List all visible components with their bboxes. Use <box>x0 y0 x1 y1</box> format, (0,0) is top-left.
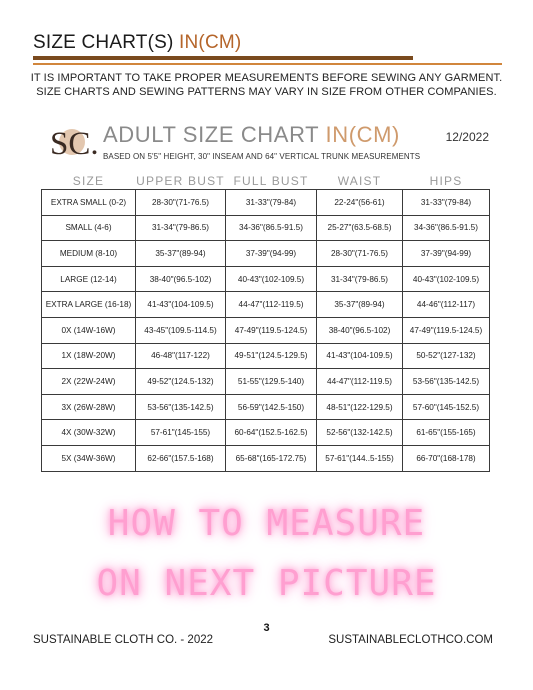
cell-hips: 66-70"(168-178) <box>403 445 490 471</box>
column-header-full-bust: FULL BUST <box>233 173 309 188</box>
cell-upper-bust: 49-52"(124.5-132) <box>136 369 226 395</box>
cell-waist: 48-51"(122-129.5) <box>317 394 403 420</box>
cell-upper-bust: 46-48"(117-122) <box>136 343 226 369</box>
table-header-row <box>42 172 490 190</box>
cell-hips: 53-56"(135-142.5) <box>403 369 490 395</box>
cell-full-bust: 65-68"(165-172.75) <box>226 445 317 471</box>
cell-upper-bust: 57-61"(145-155) <box>136 420 226 446</box>
logo-text: SC. <box>50 126 98 162</box>
chart-date: 12/2022 <box>445 130 489 144</box>
chart-title-accent: IN(CM) <box>325 122 400 147</box>
cell-full-bust: 49-51"(124.5-129.5) <box>226 343 317 369</box>
cell-waist: 22-24"(56-61) <box>317 190 403 216</box>
cell-size: MEDIUM (8-10) <box>42 241 136 267</box>
cell-hips: 61-65"(155-165) <box>403 420 490 446</box>
table-row <box>42 266 490 292</box>
cell-hips: 31-33"(79-84) <box>403 190 490 216</box>
size-chart-body <box>42 190 490 472</box>
cell-waist: 28-30"(71-76.5) <box>317 241 403 267</box>
cell-upper-bust: 38-40"(96.5-102) <box>136 266 226 292</box>
chart-subtitle: BASED ON 5'5" HEIGHT, 30" INSEAM AND 64" VERTICAL TRUNK MEASUREMENTS <box>103 152 421 161</box>
cell-upper-bust: 28-30"(71-76.5) <box>136 190 226 216</box>
cell-hips: 50-52"(127-132) <box>403 343 490 369</box>
chart-title-main: ADULT SIZE CHART <box>103 122 326 147</box>
size-chart-table <box>41 172 490 472</box>
cell-size: SMALL (4-6) <box>42 215 136 241</box>
cell-size: LARGE (12-14) <box>42 266 136 292</box>
footer-website: SUSTAINABLECLOTHCO.COM <box>328 634 493 646</box>
cell-waist: 38-40"(96.5-102) <box>317 317 403 343</box>
column-header-upper-bust: UPPER BUST <box>136 173 225 188</box>
cell-size: 0X (14W-16W) <box>42 317 136 343</box>
intro-line-2: SIZE CHARTS AND SEWING PATTERNS MAY VARY IN SIZE FROM OTHER COMPANIES. <box>36 86 497 98</box>
page-title-accent: IN(CM) <box>179 32 242 53</box>
cell-size: 3X (26W-28W) <box>42 394 136 420</box>
cell-full-bust: 40-43"(102-109.5) <box>226 266 317 292</box>
size-chart-table-wrapper <box>41 172 489 472</box>
cell-full-bust: 31-33"(79-84) <box>226 190 317 216</box>
cell-size: 4X (30W-32W) <box>42 420 136 446</box>
cell-waist: 35-37"(89-94) <box>317 292 403 318</box>
cell-full-bust: 60-64"(152.5-162.5) <box>226 420 317 446</box>
table-row <box>42 394 490 420</box>
cell-waist: 44-47"(112-119.5) <box>317 369 403 395</box>
column-header-size: SIZE <box>72 173 105 188</box>
sc-logo-icon <box>48 123 98 163</box>
table-row <box>42 369 490 395</box>
cell-size: 5X (34W-36W) <box>42 445 136 471</box>
cell-upper-bust: 43-45"(109.5-114.5) <box>136 317 226 343</box>
cell-upper-bust: 62-66"(157.5-168) <box>136 445 226 471</box>
cell-upper-bust: 53-56"(135-142.5) <box>136 394 226 420</box>
table-row <box>42 190 490 216</box>
column-header-waist: WAIST <box>337 173 382 188</box>
header-divider-brown <box>33 56 413 60</box>
table-row <box>42 215 490 241</box>
table-row <box>42 445 490 471</box>
page-number: 3 <box>263 622 270 634</box>
how-to-measure-line-1: HOW TO MEASURE <box>107 503 426 544</box>
cell-upper-bust: 35-37"(89-94) <box>136 241 226 267</box>
cell-hips: 57-60"(145-152.5) <box>403 394 490 420</box>
table-row <box>42 343 490 369</box>
intro-text <box>20 71 513 99</box>
cell-waist: 57-61"(144..5-155) <box>317 445 403 471</box>
cell-hips: 40-43"(102-109.5) <box>403 266 490 292</box>
cell-full-bust: 47-49"(119.5-124.5) <box>226 317 317 343</box>
cell-hips: 44-46"(112-117) <box>403 292 490 318</box>
cell-full-bust: 37-39"(94-99) <box>226 241 317 267</box>
cell-size: 2X (22W-24W) <box>42 369 136 395</box>
cell-upper-bust: 41-43"(104-109.5) <box>136 292 226 318</box>
table-row <box>42 420 490 446</box>
cell-upper-bust: 31-34"(79-86.5) <box>136 215 226 241</box>
cell-full-bust: 34-36"(86.5-91.5) <box>226 215 317 241</box>
cell-waist: 25-27"(63.5-68.5) <box>317 215 403 241</box>
table-row <box>42 241 490 267</box>
cell-hips: 47-49"(119.5-124.5) <box>403 317 490 343</box>
table-row <box>42 317 490 343</box>
cell-hips: 34-36"(86.5-91.5) <box>403 215 490 241</box>
cell-size: EXTRA SMALL (0-2) <box>42 190 136 216</box>
cell-full-bust: 56-59"(142.5-150) <box>226 394 317 420</box>
header-divider-orange <box>33 63 502 65</box>
intro-line-1: IT IS IMPORTANT TO TAKE PROPER MEASUREMENTS BEFORE SEWING ANY GARMENT. <box>30 72 503 84</box>
cell-full-bust: 44-47"(112-119.5) <box>226 292 317 318</box>
column-header-hips: HIPS <box>429 173 463 188</box>
cell-size: EXTRA LARGE (16-18) <box>42 292 136 318</box>
footer-company: SUSTAINABLE CLOTH CO. - 2022 <box>33 634 214 646</box>
cell-hips: 37-39"(94-99) <box>403 241 490 267</box>
cell-waist: 31-34"(79-86.5) <box>317 266 403 292</box>
cell-waist: 52-56"(132-142.5) <box>317 420 403 446</box>
page-title-main: SIZE CHART(S) <box>33 32 180 53</box>
cell-waist: 41-43"(104-109.5) <box>317 343 403 369</box>
chart-title <box>103 122 400 148</box>
cell-size: 1X (18W-20W) <box>42 343 136 369</box>
page-title <box>33 32 241 54</box>
cell-full-bust: 51-55"(129.5-140) <box>226 369 317 395</box>
how-to-measure-line-2: ON NEXT PICTURE <box>96 563 437 604</box>
table-row <box>42 292 490 318</box>
